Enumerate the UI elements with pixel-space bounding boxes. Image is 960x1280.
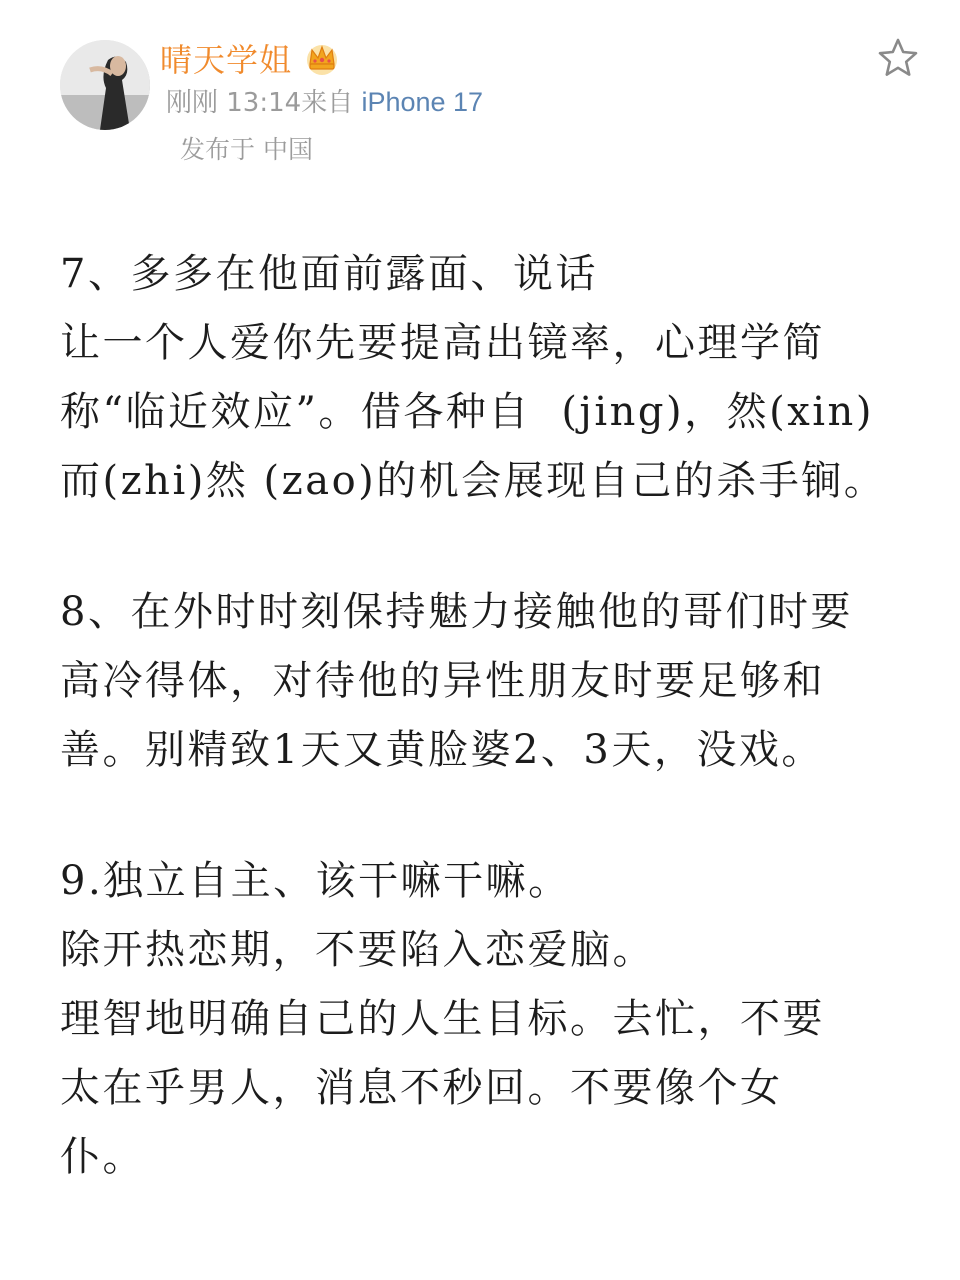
section-9-line-1: 9.独立自主、该干嘛干嘛。 (60, 858, 571, 904)
post-body (60, 240, 910, 1192)
section-7-line-3: 称“临近效应”。借各种自 (jing)，然(xin) (60, 389, 874, 435)
author-name[interactable]: 晴天学姐 (160, 41, 293, 79)
section-8-line-1: 8、在外时时刻保持魅力接触他的哥们时要 (60, 589, 853, 635)
post-header (0, 0, 960, 200)
crown-icon (302, 38, 342, 78)
section-9-line-4: 太在乎男人，消息不秒回。不要像个女 (60, 1065, 783, 1111)
section-7-line-2: 让一个人爱你先要提高出镜率，心理学简 (60, 320, 825, 366)
author-row (160, 36, 342, 80)
post-device[interactable]: iPhone 17 (361, 87, 484, 117)
section-8-line-2: 高冷得体，对待他的异性朋友时要足够和 (60, 658, 825, 704)
section-9-line-3: 理智地明确自己的人生目标。去忙，不要 (60, 996, 825, 1042)
section-9-line-2: 除开热恋期，不要陷入恋爱脑。 (60, 927, 655, 973)
section-7 (60, 240, 910, 516)
section-7-line-1: 7、多多在他面前露面、说话 (60, 251, 598, 297)
author-avatar[interactable] (60, 40, 150, 130)
post-location: 发布于 中国 (180, 135, 313, 164)
section-9-line-5: 仆。 (60, 1134, 145, 1180)
post-time: 刚刚 13:14来自 (166, 88, 362, 118)
section-8 (60, 578, 910, 785)
post-meta (166, 82, 483, 119)
paragraph-gap (60, 516, 910, 578)
section-9 (60, 847, 910, 1192)
section-8-line-3: 善。别精致1天又黄脸婆2、3天，没戏。 (60, 727, 824, 773)
section-7-line-4: 而(zhi)然 (zao)的机会展现自己的杀手锏。 (60, 458, 887, 504)
paragraph-gap (60, 785, 910, 847)
star-outline-icon[interactable] (876, 36, 920, 80)
avatar-photo-icon (60, 40, 150, 130)
